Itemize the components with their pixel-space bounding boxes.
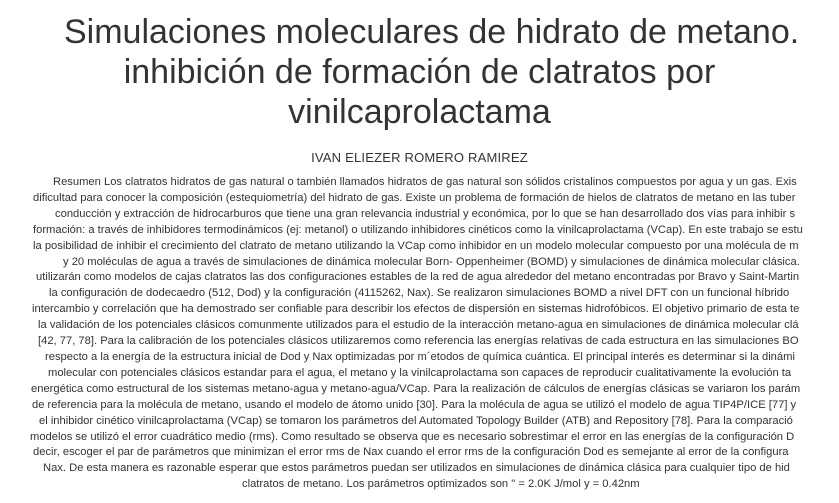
abstract-line: Nax. De esta manera es razonable esperar que estos parámetros puedan ser utilizados en simulaciones de dinámica clásica para cualquier tipo de hid [43,462,790,475]
abstract-line: intercambio y correlación que ha demostrado ser confiable para describir los efectos de dispersión en sistemas hidrofóbicos. El objetivo primario de esta te [32,303,800,316]
document-title [0,0,839,132]
abstract-line: clatratos de metano. Los parámetros optimizados son " = 2.0K J/mol y = 0.42nm [242,478,640,491]
abstract-line: modelos se utilizó el error cuadrático medio (rms). Como resultado se observa que es necesario sobrestimar el error en las energías de la configuración D [30,430,795,443]
title-line-2: inhibición de formación de clatratos por [123,53,716,91]
abstract-line: utilizarán como modelos de cajas clatratos las dos configuraciones estables de la red de agua alrededor del metano encontradas por Bravo y Saint-Martin [36,271,800,284]
abstract-line: de referencia para la molécula de metano, usando el modelo de átomo unido [30]. Para la molécula de agua se utilizó el modelo de agua TIP4P/ICE [77] y [32,398,797,411]
abstract-line: respecto a la energía de la estructura inicial de Dod y Nax optimizadas por m´etodos de química cuántica. El principal interés es determinar si la dinámi [45,350,795,363]
title-line-1: Simulaciones moleculares de hidrato de metano. [64,13,800,51]
abstract-line: [42, 77, 78]. Para la calibración de los potenciales clásicos utilizaremos como referencia las energías relativas de cada estructura en las simulaciones BO [38,335,799,348]
abstract-line: molecular con potenciales clásicos estandar para el agua, el metano y la vinilcaprolactama son capaces de reproducir cualitativamente la evolución ta [48,366,792,379]
abstract-line: la configuración de dodecaedro (512, Dod) y la configuración (4115262, Nax). Se realizaron simulaciones BOMD a nivel DFT con un funcional híbrido [49,287,790,300]
abstract-line: decir, escoger el par de parámetros que minimizan el error rms de Nax cuando el error rms de la configuración Dod es semejante al error de la configura [33,446,789,459]
abstract-line: energética como estructural de los sistemas metano-agua y metano-agua/VCap. Para la realización de cálculos de energías clásicas se variaron los parám [31,382,801,395]
abstract-line: el inhibidor cinético vinilcaprolactama (VCap) se tomaron los parámetros del Automated Topology Builder (ATB) and Repository [78]. Para la comparació [39,414,793,427]
abstract-line: formación: a través de inhibidores termodinámicos (ej: metanol) o utilizando inhibidores cinéticos como la vinilcaprolactama (VCap). En este trabajo se estu [33,223,803,236]
abstract-line: dificultad para conocer la composición (estequiometría) del hidrato de gas. Existe un problema de formación de hielos de clatratos de metano en las tuber [33,191,796,204]
abstract-line: Resumen Los clatratos hidratos de gas natural o también llamados hidratos de gas natural son sólidos cristalinos compuestos por agua y un gas. Exis [53,176,797,188]
abstract-line: conducción y extracción de hidrocarburos que tiene una gran relevancia industrial y económica, por lo que se han desarrollado dos vías para inhibir s [55,207,796,220]
abstract-paragraph [0,175,839,493]
abstract-line: y 20 moléculas de agua a través de simulaciones de dinámica molecular Born- Oppenheimer (BOMD) y simulaciones de dinámica molecular clásica. [63,255,800,268]
title-line-3: vinilcaprolactama [288,93,551,131]
abstract-line: la validación de los potenciales clásicos comunmente utilizados para el estudio de la interacción metano-agua en simulaciones de dinámica molecular clá [38,319,799,332]
author-name: IVAN ELIEZER ROMERO RAMIREZ [311,150,528,165]
abstract-line: la posibilidad de inhibir el crecimiento del clatrato de metano utilizando la VCap como inhibidor en un modelo molecular compuesto por una molécula de m [33,239,799,252]
